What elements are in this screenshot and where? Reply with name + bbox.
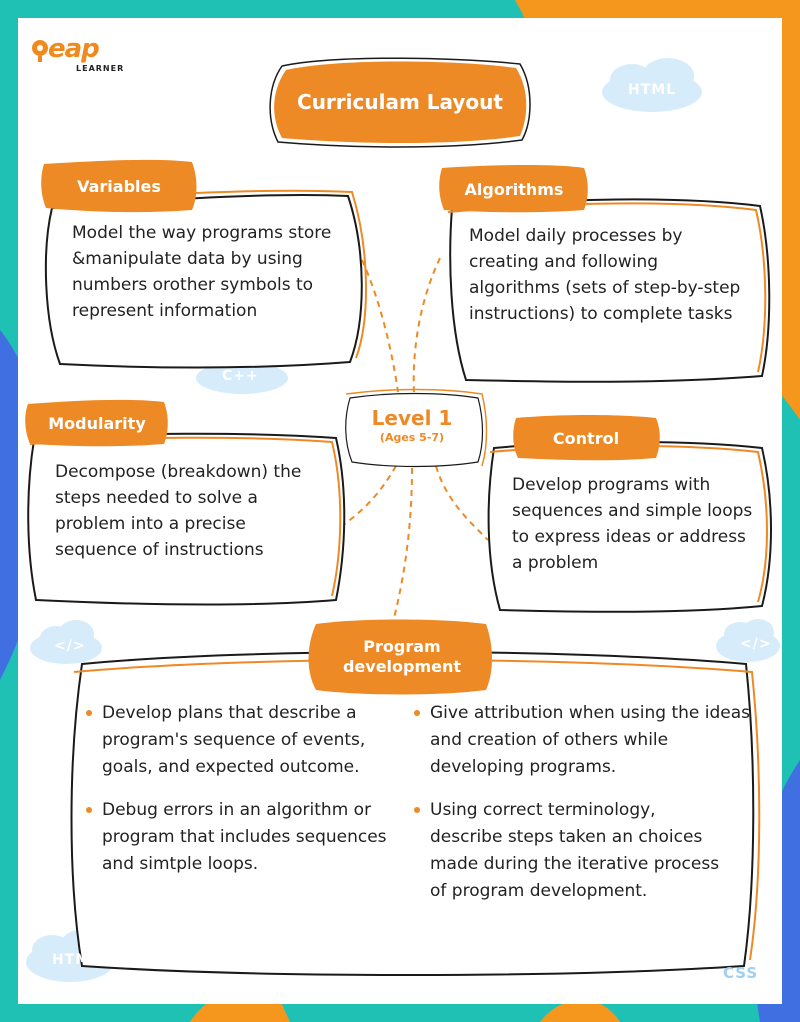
- variables-tag: Variables: [77, 176, 161, 196]
- variables-text: Model the way programs store &manipulate data by using numbers orother symbols to represent information: [72, 223, 332, 321]
- bullet-dot-icon: [86, 807, 92, 813]
- list-item: Give attribution when using the ideas and creation of others while developing programs.: [414, 700, 756, 781]
- level-title: Level 1: [371, 406, 453, 430]
- modularity-tag: Modularity: [48, 413, 146, 433]
- page-title: Curriculam Layout: [297, 90, 503, 114]
- leap-learner-logo: [30, 34, 125, 78]
- program-development-tag: [310, 622, 494, 692]
- cloud-label-code: </>: [740, 636, 772, 652]
- list-item: Debug errors in an algorithm or program that includes sequences and simtple loops.: [86, 797, 414, 878]
- cloud-label-html: HTML: [52, 952, 101, 968]
- algorithms-tag: Algorithms: [464, 179, 564, 199]
- control-tag: Control: [552, 428, 620, 448]
- cloud-label-cpp: C++: [222, 368, 259, 384]
- modularity-text: Decompose (breakdown) the steps needed to solve a problem into a precise sequence of instructions: [55, 462, 302, 560]
- program-development-label-line2: development: [342, 657, 462, 676]
- leaf-gear-icon: [30, 36, 50, 62]
- list-item: Using correct terminology, describe steps taken an choices made during the iterative process of program development.: [414, 797, 730, 905]
- list-item: Develop plans that describe a program's sequence of events, goals, and expected outcome.: [86, 700, 414, 781]
- program-development-label-line1: Program: [363, 637, 441, 656]
- level-subtitle: (Ages 5-7): [379, 431, 445, 444]
- algorithms-text: Model daily processes by creating and following algorithms (sets of step-by-step instructions) to complete tasks: [469, 226, 741, 324]
- bullet-dot-icon: [414, 807, 420, 813]
- bullet-dot-icon: [414, 710, 420, 716]
- control-text: Develop programs with sequences and simple loops to express ideas or address a problem: [512, 475, 753, 573]
- css-mark: CSS: [723, 964, 759, 982]
- cloud-label-code: </>: [54, 638, 86, 654]
- logo-subtitle: LEARNER: [76, 64, 125, 73]
- cloud-label-html: HTML: [628, 82, 677, 98]
- bullet-dot-icon: [86, 710, 92, 716]
- logo-wordmark: eap: [48, 34, 99, 64]
